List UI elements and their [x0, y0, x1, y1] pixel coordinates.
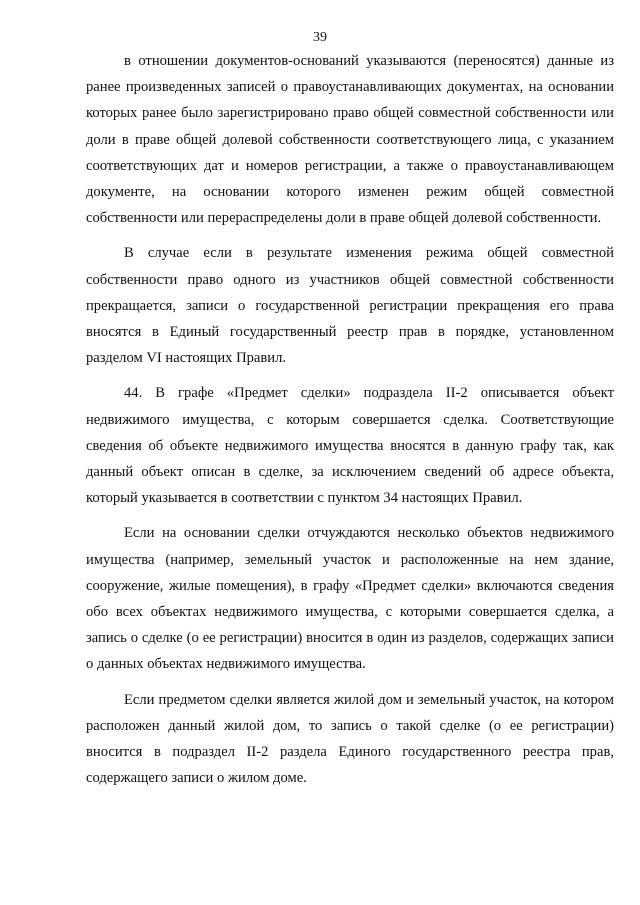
page-number: 39 [313, 30, 327, 45]
paragraph-5: Если предметом сделки является жилой дом и земельный участок, на котором расположен данный жилой дом, то запись о такой сделке (о ее регистрации) вносится в подраздел II-2 раздела Единого государственного реестра прав, содержащего записи о жилом доме. [86, 691, 614, 787]
document-body [86, 48, 614, 791]
paragraph-1: в отношении документов-оснований указываются (переносятся) данные из ранее произведенных записей о правоустанавливающих документах, на основании которых ранее было зарегистрировано право общей совместной собственности или доли в праве общей долевой собственности соответствующего лица, с указанием соответствующих дат и номеров регистрации, а также о правоустанавливающем документе, на основании которого изменен режим общей совместной собственности или перераспределены доли в праве общей долевой собственности. [86, 53, 614, 227]
paragraph-4: Если на основании сделки отчуждаются несколько объектов недвижимого имущества (например, земельный участок и расположенные на нем здание, сооружение, жилые помещения), в графу «Предмет сделки» включаются сведения обо всех объектах недвижимого имущества, с которыми совершается сделка, а запись о сделке (о ее регистрации) вносится в один из разделов, содержащих записи о данных объектах недвижимого имущества. [86, 525, 614, 673]
paragraph-3: 44. В графе «Предмет сделки» подраздела II-2 описывается объект недвижимого имущества, с которым совершается сделка. Соответствующие сведения об объекте недвижимого имущества вносятся в данную графу так, как данный объект описан в сделке, за исключением сведений об адресе объекта, который указывается в соответствии с пунктом 34 настоящих Правил. [86, 385, 614, 507]
paragraph-2: В случае если в результате изменения режима общей совместной собственности право одного из участников общей совместной собственности прекращается, записи о государственной регистрации прекращения его права вносятся в Единый государственный реестр прав в порядке, установленном разделом VI настоящих Правил. [86, 245, 614, 367]
